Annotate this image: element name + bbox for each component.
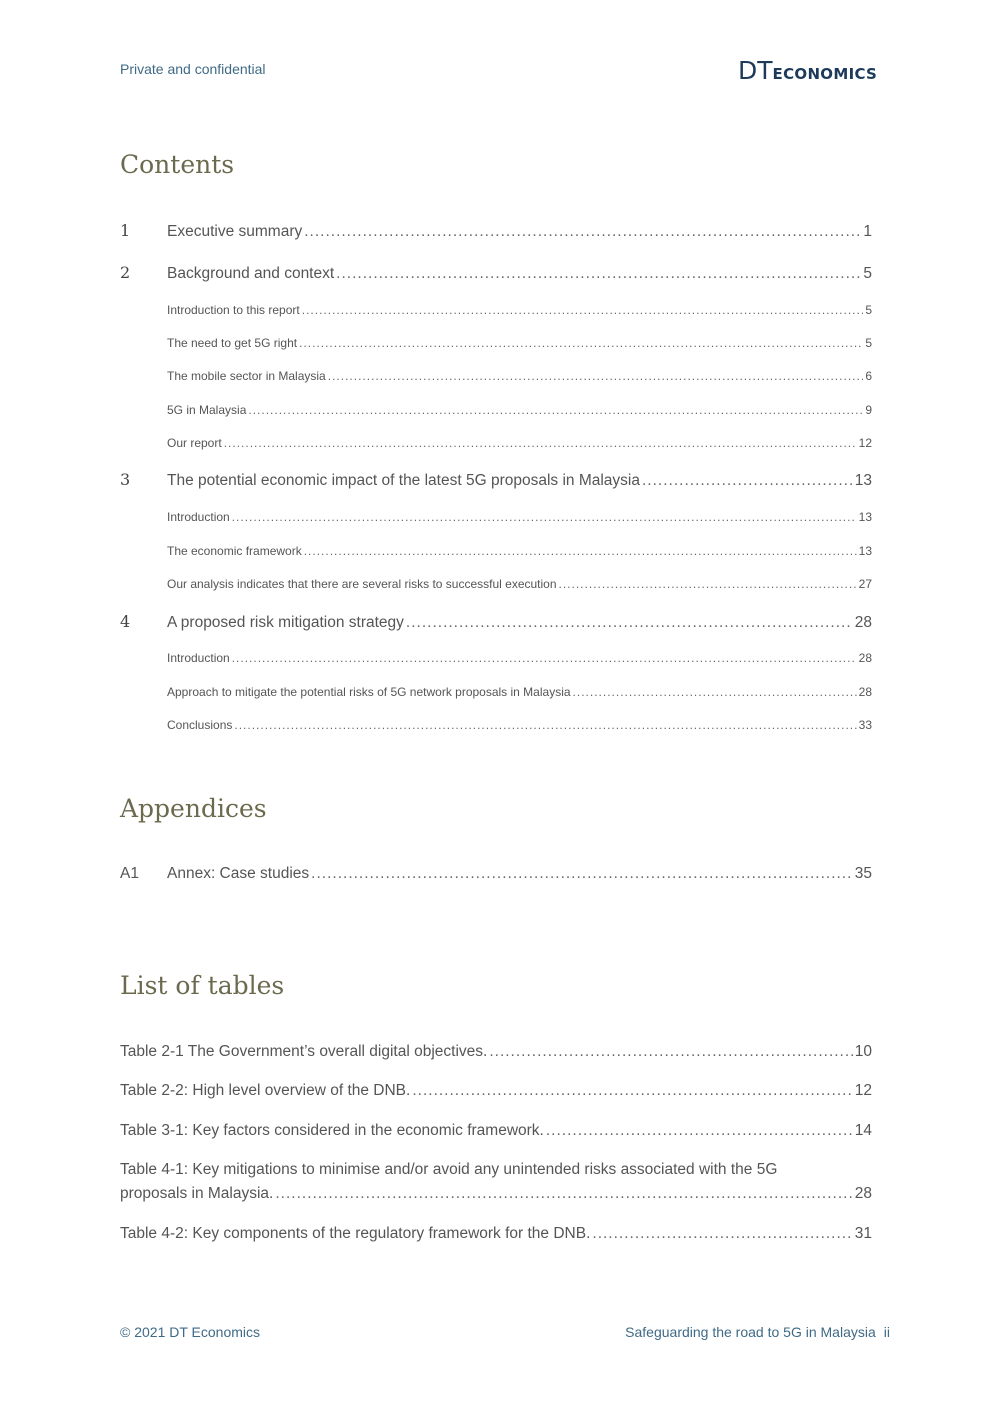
toc-page: 5 [865, 303, 872, 317]
table-entry[interactable] [120, 1161, 872, 1203]
toc-entry[interactable] [120, 470, 872, 490]
toc-number: A1 [120, 865, 139, 882]
appendix-entry[interactable] [120, 865, 872, 883]
toc-entry[interactable] [120, 612, 872, 632]
toc-number: 1 [120, 221, 131, 240]
toc-leader [224, 436, 857, 450]
footer-copyright: © 2021 DT Economics [120, 1324, 261, 1340]
toc-page: 13 [858, 510, 872, 524]
toc-page: 33 [858, 718, 872, 732]
toc-leader [406, 614, 853, 632]
table-entry-page: 28 [854, 1185, 872, 1202]
table-entry-page: 12 [854, 1082, 872, 1099]
toc-text: Introduction [167, 651, 230, 665]
toc-subentry[interactable] [120, 718, 872, 732]
toc-subentry[interactable] [120, 336, 872, 350]
toc-entry[interactable] [120, 221, 872, 241]
toc-subentry[interactable] [120, 544, 872, 558]
toc-page: 27 [858, 577, 872, 591]
list-of-tables-heading: List of tables [120, 971, 285, 1000]
toc-page: 12 [858, 436, 872, 450]
toc-subentry[interactable] [120, 303, 872, 317]
dt-economics-logo [738, 56, 877, 85]
toc-leader [311, 865, 853, 883]
logo-dt-text: DT [738, 56, 773, 85]
toc-page: 6 [865, 369, 872, 383]
toc-number: 2 [120, 263, 131, 282]
toc-page: 5 [863, 265, 872, 282]
toc-text: Approach to mitigate the potential risks of 5G network proposals in Malaysia [167, 685, 571, 699]
toc-subentry[interactable] [120, 651, 872, 665]
toc-subentry[interactable] [120, 510, 872, 524]
toc-leader [573, 685, 857, 699]
toc-subentry[interactable] [120, 369, 872, 383]
table-entry-page: 10 [854, 1043, 872, 1060]
toc-page: 5 [865, 336, 872, 350]
toc-leader [304, 223, 861, 241]
toc-number: 4 [120, 612, 131, 631]
contents-heading: Contents [120, 150, 235, 179]
toc-text: Background and context [167, 265, 335, 282]
table-entry-page: 31 [854, 1225, 872, 1242]
table-entry-text: Table 3-1: Key factors considered in the economic framework. [120, 1122, 544, 1139]
toc-page: 28 [854, 614, 872, 631]
toc-page: 28 [858, 651, 872, 665]
toc-page: 28 [858, 685, 872, 699]
toc-text: Our analysis indicates that there are several risks to successful execution [167, 577, 557, 591]
toc-leader [412, 1082, 852, 1100]
table-entry-text-line2: proposals in Malaysia. [120, 1185, 274, 1202]
toc-text: Executive summary [167, 223, 303, 240]
toc-entry[interactable] [120, 263, 872, 283]
toc-subentry[interactable] [120, 685, 872, 699]
toc-leader [489, 1043, 852, 1061]
table-entry[interactable] [120, 1043, 872, 1061]
toc-leader [546, 1122, 853, 1140]
toc-leader [234, 718, 856, 732]
table-entry-page: 14 [854, 1122, 872, 1139]
toc-leader [232, 510, 857, 524]
toc-leader [304, 544, 857, 558]
toc-leader [302, 303, 864, 317]
toc-leader [275, 1185, 852, 1203]
toc-number: 3 [120, 470, 131, 489]
toc-text: Annex: Case studies [167, 865, 310, 882]
header-confidential: Private and confidential [120, 61, 266, 77]
footer-doc-info [625, 1324, 890, 1340]
table-entry-text: Table 2-1 The Government’s overall digital objectives. [120, 1043, 488, 1060]
toc-leader [592, 1225, 852, 1243]
table-entry-text: Table 2-2: High level overview of the DNB. [120, 1082, 411, 1099]
toc-page: 13 [854, 472, 872, 489]
toc-leader [642, 472, 853, 490]
toc-page: 35 [854, 865, 872, 882]
toc-page: 1 [863, 223, 872, 240]
toc-text: The economic framework [167, 544, 302, 558]
table-entry-text: Table 4-2: Key components of the regulatory framework for the DNB. [120, 1225, 591, 1242]
footer-doc-title: Safeguarding the road to 5G in Malaysia [625, 1324, 876, 1340]
toc-leader [336, 265, 861, 283]
toc-text: Introduction [167, 510, 230, 524]
logo-economics-text: ECONOMICS [772, 65, 878, 83]
toc-subentry[interactable] [120, 403, 872, 417]
toc-page: 9 [865, 403, 872, 417]
toc-text: 5G in Malaysia [167, 403, 247, 417]
table-entry[interactable] [120, 1225, 872, 1243]
toc-leader [232, 651, 857, 665]
toc-subentry[interactable] [120, 577, 872, 591]
footer-page-number: ii [883, 1324, 890, 1340]
toc-text: The mobile sector in Malaysia [167, 369, 326, 383]
table-entry-text-line1: Table 4-1: Key mitigations to minimise and/or avoid any unintended risks associated with the 5G [120, 1161, 778, 1178]
toc-leader [328, 369, 864, 383]
toc-page: 13 [858, 544, 872, 558]
toc-text: Conclusions [167, 718, 233, 732]
toc-text: The need to get 5G right [167, 336, 298, 350]
toc-leader [299, 336, 863, 350]
appendices-heading: Appendices [120, 794, 267, 823]
toc-leader [248, 403, 863, 417]
toc-text: Our report [167, 436, 222, 450]
toc-text: The potential economic impact of the latest 5G proposals in Malaysia [167, 472, 640, 489]
table-entry[interactable] [120, 1082, 872, 1100]
toc-text: A proposed risk mitigation strategy [167, 614, 404, 631]
table-entry[interactable] [120, 1122, 872, 1140]
toc-text: Introduction to this report [167, 303, 300, 317]
toc-subentry[interactable] [120, 436, 872, 450]
toc-leader [559, 577, 857, 591]
